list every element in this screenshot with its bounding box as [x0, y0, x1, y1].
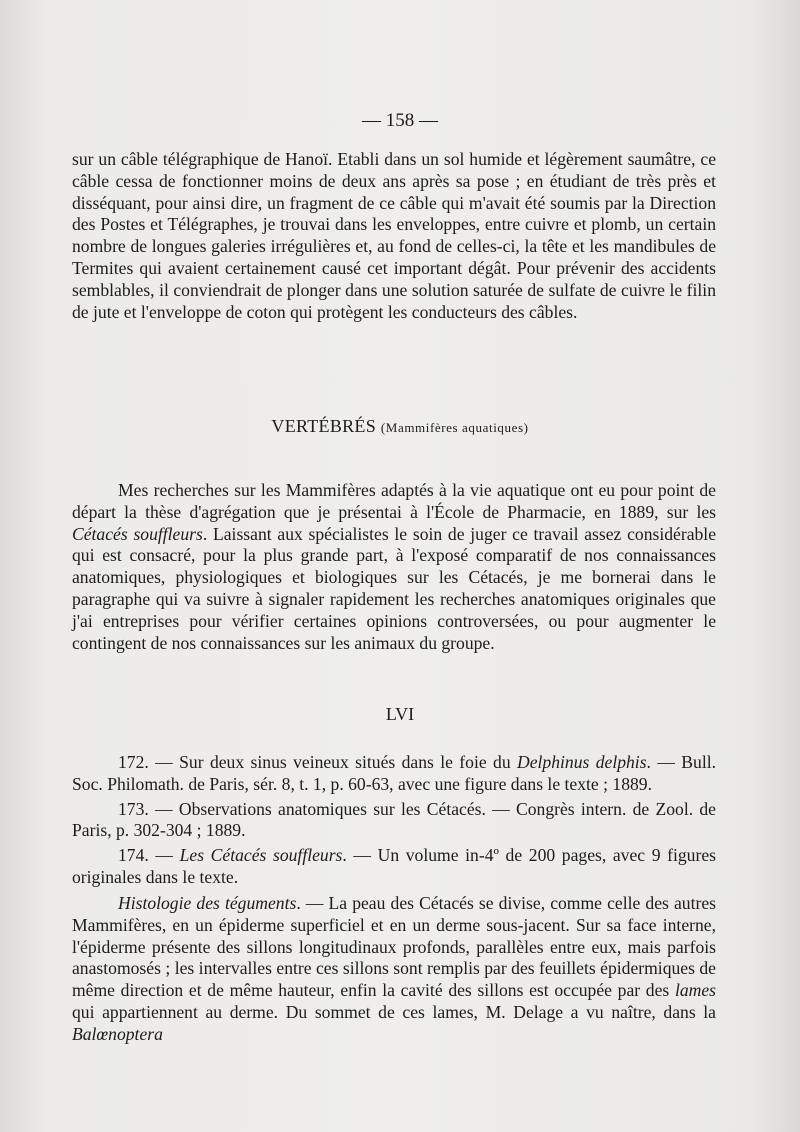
paragraph-text: sur un câble télégraphique de Hanoï. Etabli dans un sol humide et légèrement saumâtre, ce câble cessa de fonctionner moins de deux ans après sa pose ; en étudiant de très près et disséquant, pour ainsi dire, un fragment de ce câble qui m'avait été soumis par la Direction des Postes et Télégraphes, je trouvai dans les enveloppes, entre cuivre et plomb, un certain nombre de longues galeries irrégulières et, au fond de celles-ci, la tête et les mandibules de Termites qui avaient certainement causé cet important dégât. Pour prévenir des accidents semblables, il conviendrait de plonger dans une solution saturée de sulfate de cuivre le filin de jute et l'enveloppe de coton qui protègent les conducteurs des câbles.: [72, 149, 716, 322]
paragraph-cetaces-intro: [72, 480, 716, 654]
bibliography-entry: 172. — Sur deux sinus veineux situés dans le foie du Delphinus delphis. — Bull. Soc. Philomath. de Paris, sér. 8, t. 1, p. 60-63, avec une figure dans le texte ; 1889.: [72, 752, 716, 794]
bibliography-list: [72, 752, 716, 892]
italic-heading: Histologie des téguments: [118, 893, 297, 913]
italic-title: Cétacés souffleurs: [72, 523, 203, 544]
section-heading-main: VERTÉBRÉS: [271, 416, 377, 436]
section-heading: [0, 416, 800, 437]
subsection-number: LVI: [385, 704, 415, 724]
section-heading-sub: (Mammifères aquatiques): [380, 420, 529, 435]
bibliography-entry: 174. — Les Cétacés souffleurs. — Un volume in-4º de 200 pages, avec 9 figures originales dans le texte.: [72, 845, 716, 887]
paragraph-histologie: Histologie des téguments. — La peau des Cétacés se divise, comme celle des autres Mammifères, en un épiderme superficiel et en un derme sous-jacent. Sur sa face interne, l'épiderme présente des sillons longitudinaux profonds, parallèles entre eux, mais parfois anastomosés ; les intervalles entre ces sillons sont remplis par des feuillets épidermiques de même direction et de même hauteur, enfin la cavité des sillons est occupée par des lames qui appartiennent au derme. Du sommet de ces lames, M. Delage a vu naître, dans la Balœnoptera: [72, 893, 716, 1044]
paragraph-text: Mes recherches sur les Mammifères adaptés à la vie aquatique ont eu pour point de départ la thèse d'agrégation que je présentai à l'École de Pharmacie, en 1889, sur les: [72, 480, 716, 522]
paragraph-termites: [72, 149, 716, 323]
page-number: — 158 —: [362, 110, 438, 131]
bibliography-entry: 173. — Observations anatomiques sur les Cétacés. — Congrès intern. de Zool. de Paris, p. 302-304 ; 1889.: [72, 798, 716, 841]
paragraph-text: . Laissant aux spécialistes le soin de juger ce travail assez considérable qui est consacré, pour la plus grande part, à l'exposé comparatif de nos connaissances anatomiques, physiologiques et biologiques sur les Cétacés, je me bornerai dans le paragraphe qui va suivre à signaler rapidement les recherches anatomiques originales que j'ai entreprises pour vérifier certaines opinions controversées, ou pour augmenter le contingent de nos connaissances sur les animaux du groupe.: [72, 523, 717, 653]
